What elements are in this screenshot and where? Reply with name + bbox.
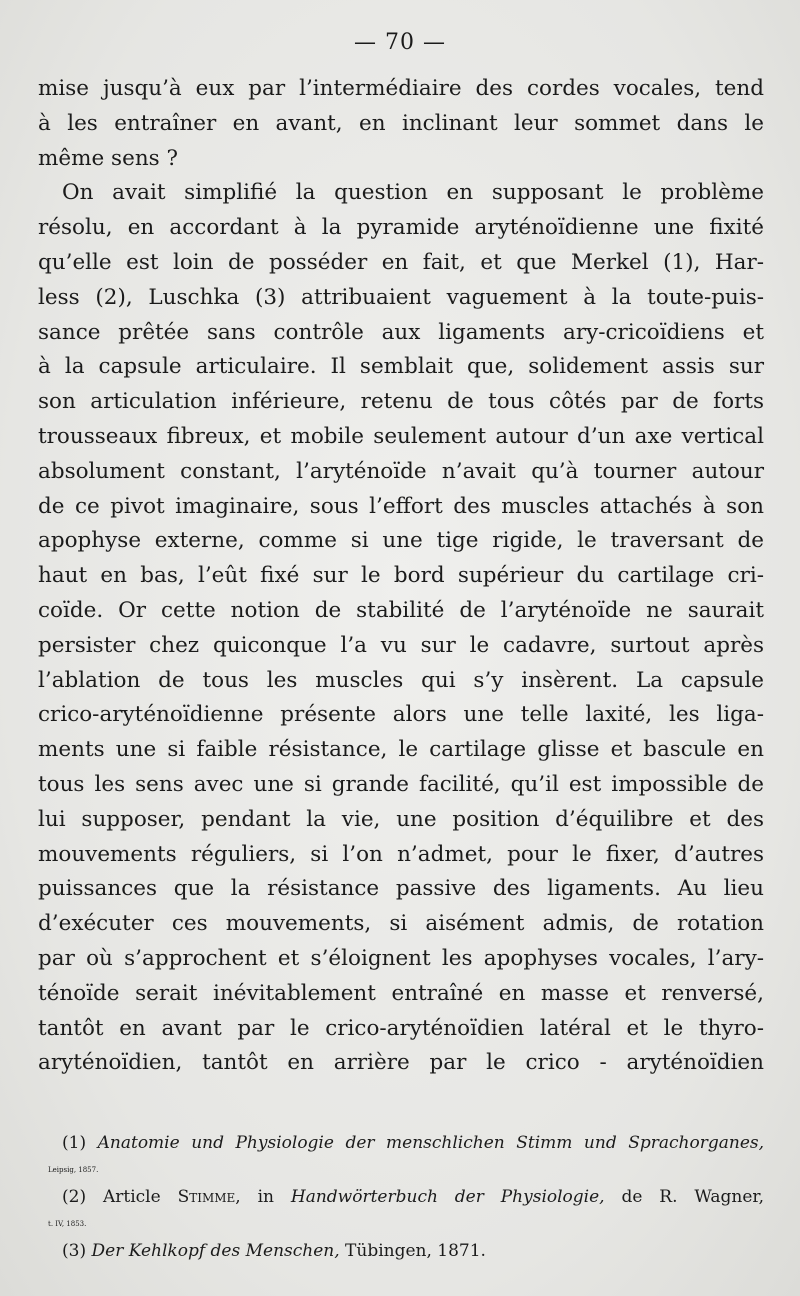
text-line: haut en bas, l’eût fixé sur le bord supérieur du cartilage cri- [38,563,764,589]
footnote-text: in [257,1187,274,1207]
text-line: tantôt en avant par le crico-aryténoïdien latéral et le thyro- [38,1015,764,1041]
footnote-title: Handwörterbuch der Physiologie, [290,1187,605,1207]
text-line: même sens ? [38,145,179,171]
text-line: puissances que la résistance passive des ligaments. Au lieu [38,876,764,902]
text-line: absolument constant, l’aryténoïde n’avait qu’à tourner autour [38,458,764,484]
footnote-marker: (1) [62,1133,87,1153]
footnote-text: Tübingen, 1871. [345,1241,486,1261]
footnote-text: Stimme, [177,1187,241,1207]
footnote-marker: (2) [62,1187,87,1207]
text-line: qu’elle est loin de posséder en fait, et que Merkel (1), Har- [38,249,764,275]
text-line: à les entraîner en avant, en inclinant leur sommet dans le [38,110,764,136]
text-line: lui supposer, pendant la vie, une position d’équilibre et des [38,806,764,832]
text-line: sance prêtée sans contrôle aux ligaments ary-cricoïdiens et [38,319,764,345]
text-line: l’ablation de tous les muscles qui s’y insèrent. La capsule [38,667,764,693]
footnote-title: Der Kehlkopf des Menschen, [91,1241,340,1261]
text-line: aryténoïdien, tantôt en arrière par le crico - aryténoïdien [38,1050,764,1076]
body-text [38,72,764,1081]
text-line: apophyse externe, comme si une tige rigide, le traversant de [38,528,764,554]
text-line: less (2), Luschka (3) attribuaient vaguement à la toute-puis- [38,284,764,310]
text-line: coïde. Or cette notion de stabilité de l’aryténoïde ne saurait [38,597,764,623]
footnote-text: de R. Wagner, [621,1187,765,1207]
footnote-separator [38,1122,762,1123]
footnotes [48,1130,765,1265]
text-line: d’exécuter ces mouvements, si aisément admis, de rotation [38,911,764,937]
footnote-2 [62,1184,764,1211]
text-line: résolu, en accordant à la pyramide aryténoïdienne une fixité [38,215,764,241]
text-line: persister chez quiconque l’a vu sur le cadavre, surtout après [38,632,764,658]
text-line: mouvements réguliers, si l’on n’admet, pour le fixer, d’autres [38,841,764,867]
text-line: son articulation inférieure, retenu de tous côtés par de forts [38,389,764,415]
text-line: à la capsule articulaire. Il semblait que, solidement assis sur [38,354,764,380]
text-line: ments une si faible résistance, le cartilage glisse et bascule en [38,737,764,763]
footnote-marker: (3) [62,1241,87,1261]
text-line: par où s’approchent et s’éloignent les apophyses vocales, l’ary- [38,945,764,971]
text-line: de ce pivot imaginaire, sous l’effort des muscles attachés à son [38,493,764,519]
text-line: On avait simplifié la question en supposant le problème [62,180,764,206]
text-line: tous les sens avec une si grande facilité, qu’il est impossible de [38,771,764,797]
footnote-text: Article [102,1187,161,1207]
page-number: — 70 — [354,30,446,55]
footnote-title: Anatomie und Physiologie der menschlichen Stimm und Sprachorganes, [97,1133,765,1153]
footnote-3 [62,1238,764,1265]
footnote-2-continuation: t. IV, 1853. [48,1220,87,1228]
text-line: crico-aryténoïdienne présente alors une telle laxité, les liga- [38,702,764,728]
text-line: ténoïde serait inévitablement entraîné en masse et renversé, [38,980,764,1006]
footnote-1-continuation: Leipsig, 1857. [48,1166,99,1174]
text-line: mise jusqu’à eux par l’intermédiaire des cordes vocales, tend [38,76,764,101]
footnote-1 [62,1130,764,1157]
text-line: trousseaux fibreux, et mobile seulement autour d’un axe vertical [38,423,764,449]
